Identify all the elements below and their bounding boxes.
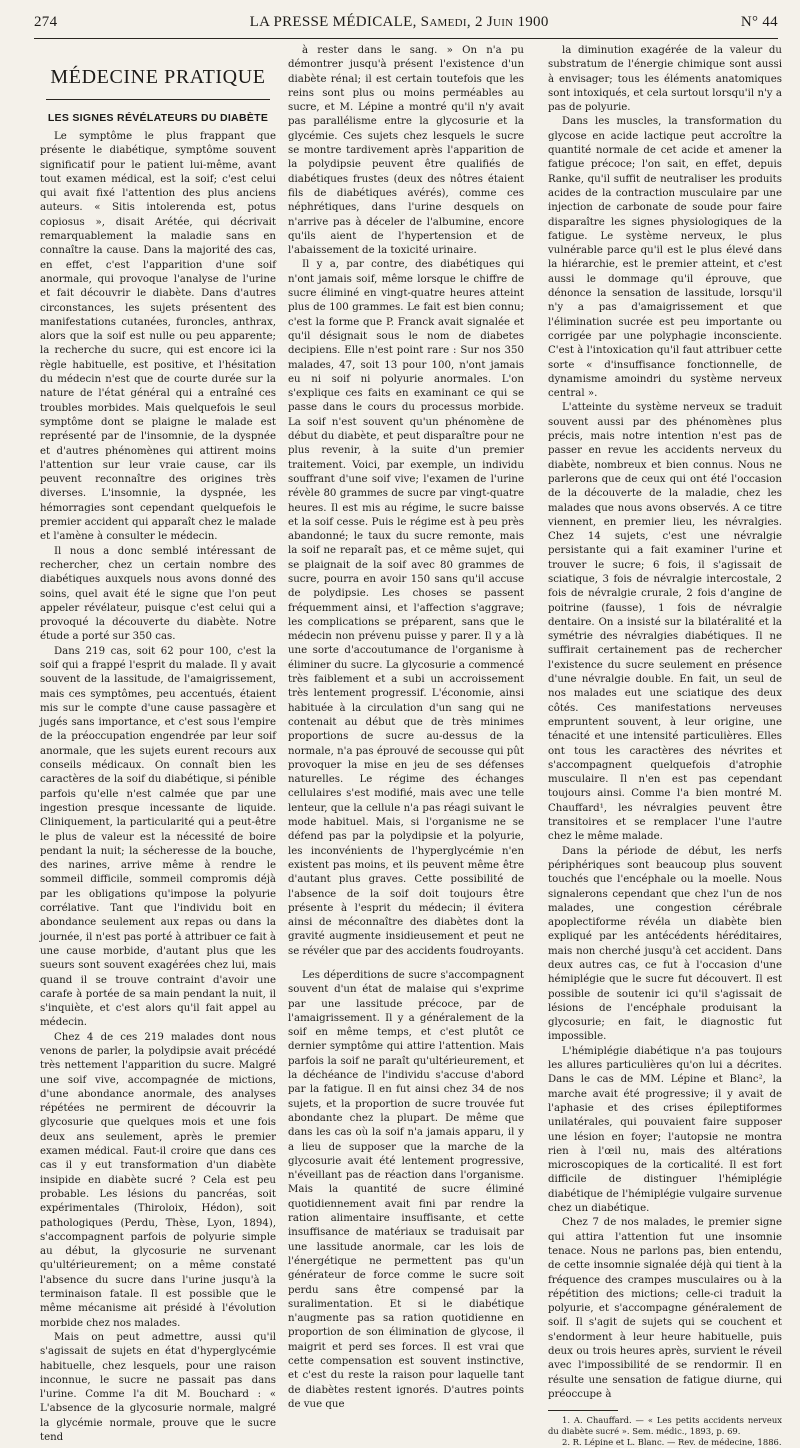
paragraph: Mais on peut admettre, aussi qu'il s'agissait de sujets en état d'hyperglycémie habituelle, chez lesquels, pour une raison inconnue, le sucre ne passait pas dans l'urine. Comme l'a dit M. Bouchard : « L'absence de la glycosurie normale, malgré la glycémie normale, prouve que le sucre tend	[40, 1331, 276, 1444]
paragraph: Les déperditions de sucre s'accompagnent souvent d'un état de malaise qui s'exprime par une lassitude précoce, par de l'amaigrissement. Il y a généralement de la soif en même temps, et c'est plutôt ce dernier symptôme qui attire l'attention. Mais parfois la soif ne paraît qu'ultérieurement, et la déchéance de l'individu s'accuse d'abord par la fatigue. Il en fut ainsi chez 34 de nos sujets, et la proportion de sucre trouvée fut abondante chez la plupart. De même que dans les cas où la soif n'a jamais apparu, il y a lieu de supposer que la marche de la glycosurie avait été lentement progressive, n'éveillant pas de réaction dans l'organisme. Mais la quantité de sucre éliminé quotidiennement avait fini par rendre la ration alimentaire insuffisante, et cette insuffisance de matériaux se traduisait par une lassitude anormale, car les lois de l'énergétique ne permettent pas qu'un générateur de force comme le sucre soit perdu sans être compensé par la suralimentation. Et si le diabétique n'augmente pas sa ration quotidienne en proportion de son élimination de glycose, il maigrit et perd ses forces. Il est vrai que cette compensation est souvent instinctive, et c'est du reste la raison pour laquelle tant de diabètes restent ignorés. D'autres points de vue que	[288, 970, 524, 1410]
paragraph: à rester dans le sang. » On n'a pu démontrer jusqu'à présent l'existence d'un diabète rénal; il est certain toutefois que les reins sont plus ou moins perméables au sucre, et M. Lépine a montré qu'il n'y avait pas parallélisme entre la glycosurie et la glycémie. Ces sujets chez lesquels le sucre se montre tardivement après l'apparition de la polydipsie peuvent être qualifiés de diabétiques frustes (deux des nôtres étaient fils de diabétiques avérés), comme ces néphrétiques, dans l'urine desquels on n'arrive pas à déceler de l'albumine, encore qu'ils aient de l'hypertension et de l'abaissement de la toxicité urinaire.	[288, 45, 524, 257]
section-title: MÉDECINE PRATIQUE	[50, 66, 266, 88]
paragraph: la diminution exagérée de la valeur du substratum de l'énergie chimique sont aussi à envisager; tous les éléments anatomiques sont intoxiqués, et cela surtout lorsqu'il n'y a pas de polyurie.	[548, 45, 782, 114]
issue-number: N° 44	[740, 14, 778, 30]
article-title: LES SIGNES RÉVÉLATEURS DU DIABÈTE	[47, 112, 269, 124]
paragraph: Il nous a donc semblé intéressant de rechercher, chez un certain nombre des diabétiques auxquels nous avons donné des soins, quel avait été le signe que l'on peut appeler révélateur, puisque c'est celui qui a provoqué la découverte du diabète. Notre étude a porté sur 350 cas.	[40, 545, 276, 643]
paragraph: Chez 4 de ces 219 malades dont nous venons de parler, la polydipsie avait précédé très nettement l'apparition du sucre. Malgré une soif vive, accompagnée de mictions, d'une abondance anormale, des analyses répétées ne permirent de découvrir la glycosurie que quelques mois et une fois deux ans seulement, après le premier examen médical. Faut-il croire que dans ces cas il y eut transformation d'un diabète insipide en diabète sucré ? Cela est peu probable. Les lésions du pancréas, soit expérimentales (Thiroloix, Hédon), soit pathologiques (Perdu, Thèse, Lyon, 1894), s'accompagnent parfois de polyurie simple au début, la glycosurie ne survenant qu'ultérieurement; on a même constaté l'absence du sucre dans l'urine jusqu'à la terminaison fatale. Il est possible que le même mécanisme ait présidé à l'évolution morbide chez nos malades.	[40, 1031, 276, 1329]
paragraph-gap	[288, 959, 524, 969]
paragraph: Dans la période de début, les nerfs périphériques sont beaucoup plus souvent touchés que l'encéphale ou la moelle. Nous signalerons cependant que chez l'un de nos malades, une congestion cérébrale apoplectiforme révéla un diabète bien expliqué par les antécédents héréditaires, mais non cherché jusqu'à cet accident. Dans deux autres cas, ce fut à l'occasion d'une hémiplégie que le sucre fut découvert. Il est possible de soutenir ici qu'il s'agissait de lésions de l'encéphale produisant la glycosurie; en fait, le diagnostic fut impossible.	[548, 845, 782, 1043]
paragraph: Le symptôme le plus frappant que présente le diabétique, symptôme souvent significatif pour le patient lui-même, avant tout examen médical, est la soif; c'est celui qui avait fixé l'attention des plus anciens auteurs. « Sitis intolerenda est, potus copiosus », disait Arétée, qui décrivait remarquablement la maladie sans en connaître la cause. Dans la majorité des cas, en effet, c'est l'apparition d'une soif anormale, qui provoque l'analyse de l'urine et fait découvrir le diabète. Dans d'autres circonstances, les sujets présentent des manifestations cutanées, furoncles, anthrax, alors que la soif est nulle ou peu apparente; la recherche du sucre, qui est encore ici la règle habituelle, est positive, et l'hésitation du médecin n'est que de courte durée sur la nature de l'état général qui a entraîné ces troubles morbides. Mais quelquefois le seul symptôme dont se plaigne le malade est représenté par de l'insomnie, de la dyspnée et d'autres phénomènes qui attirent moins l'attention sur leur vraie cause, car ils peuvent reconnaître des origines très diverses. L'insomnie, la dyspnée, les hémorragies sont cependant quelquefois le premier accident qui apparaît chez le malade et l'amène à consulter le médecin.	[40, 131, 276, 543]
header-rule	[34, 38, 778, 39]
page-number: 274	[34, 14, 58, 30]
paragraph: Il y a, par contre, des diabétiques qui n'ont jamais soif, même lorsque le chiffre de sucre éliminé en vingt-quatre heures atteint plus de 100 grammes. Le fait est bien connu; c'est la forme que P. Franck avait signalée et qu'il désignait sous le nom de diabetes decipiens. Elle n'est point rare : Sur nos 350 malades, 47, soit 13 pour 100, n'ont jamais eu ni soif ni polyurie anormales. L'on s'explique ces faits en examinant ce qui se passe dans le cours du processus morbide. La soif n'est souvent qu'un phénomène de début du diabète, et peut disparaître pour ne plus revenir, à la suite d'un premier traitement. Voici, par exemple, un individu souffrant d'une soif vive; l'examen de l'urine révèle 80 grammes de sucre par vingt-quatre heures. Il est mis au régime, le sucre baisse et la soif cesse. Puis le régime est à peu près abandonné; le taux du sucre remonte, mais la soif ne reparaît pas, et ce même sujet, qui se plaignait de la soif avec 80 grammes de sucre, pourra en avoir 150 sans qu'il accuse de polydipsie. Les choses se passent fréquemment ainsi, et l'affection s'aggrave; les complications se préparent, sans que le médecin non prévenu puisse y parer. Il y a là une sorte d'accoutumance de l'organisme à éliminer du sucre. La glycosurie a commencé très faiblement et a subi un accroissement très lentement progressif. L'économie, ainsi habituée à la circulation d'un sang qui ne contenait au début que de très minimes proportions de sucre au-dessus de la normale, n'a pas éprouvé de secousse qui pût provoquer la mise en jeu de ses défenses naturelles. Le régime des échanges cellulaires s'est modifié, mais avec une telle lenteur, que la cellule n'a pas réagi suivant le mode habituel. Mais, si l'organisme ne se défend pas par la polydipsie et la polyurie, les inconvénients de l'hyperglycémie n'en existent pas moins, et ils peuvent même être d'autant plus graves. Cette possibilité de l'absence de la soif doit toujours être présente à l'esprit du médecin; il évitera ainsi de méconnaître des diabètes dont la gravité augmente insidieusement et peut ne se révéler que par des accidents foudroyants.	[288, 259, 524, 957]
column-2	[288, 44, 524, 1410]
page-header	[34, 14, 778, 34]
paragraph: Dans les muscles, la transformation du glycose en acide lactique peut accroître la quantité normale de cet acide et amener la fatigue précoce; l'on sait, en effet, depuis Ranke, qu'il suffit de neutraliser les produits acides de la contraction musculaire par une injection de carbonate de soude pour faire disparaître les signes physiologiques de la fatigue. Le système nerveux, le plus vulnérable parce qu'il est le plus élevé dans la hiérarchie, est le premier atteint, et c'est aussi le dommage qu'il éprouve, que dénonce la sensation de lassitude, lorsqu'il n'y a pas d'amaigrissement et que l'élimination sucrée est peu importante ou corrigée par une polyphagie inconsciente. C'est à l'intoxication qu'il faut attribuer cette sorte « d'insuffisance fonctionnelle, de dynamisme amoindri du système nerveux central ».	[548, 116, 782, 400]
column-1	[40, 44, 276, 1444]
footnote: 1. A. Chauffard. — « Les petits accidents nerveux du diabète sucré ». Sem. médic., 1893, p. 69.	[548, 1415, 782, 1437]
paragraph: L'hémiplégie diabétique n'a pas toujours les allures particulières qu'on lui a décrites. Dans le cas de MM. Lépine et Blanc², la marche avait été progressive; il y avait de l'aphasie et des crises épileptiformes unilatérales, qui pouvaient faire supposer une lésion en foyer; l'autopsie ne montra rien à l'œil nu, mais des altérations microscopiques de la corticalité. Il est fort difficile de distinguer l'hémiplégie diabétique de l'hémiplégie vulgaire survenue chez un diabétique.	[548, 1045, 782, 1215]
footnote-rule	[548, 1410, 618, 1411]
paragraph: L'atteinte du système nerveux se traduit souvent aussi par des phénomènes plus précis, mais notre intention n'est pas de passer en revue les accidents nerveux du diabète, nombreux et bien connus. Nous ne parlerons que de ceux qui ont été l'occasion de la découverte de la maladie, chez les malades que nous avons observés. A ce titre viennent, en premier lieu, les névralgies. Chez 14 sujets, c'est une névralgie persistante qui a fait examiner l'urine et trouver le sucre; 6 fois, il s'agissait de sciatique, 3 fois de névralgie intercostale, 2 fois de névralgie crurale, 2 fois d'angine de poitrine (fausse), 1 fois de névralgie dentaire. On a insisté sur la bilatéralité et la symétrie des névralgies diabétiques. Il ne suffirait certainement pas de rechercher l'existence du sucre seulement en présence d'une névralgie double. En fait, un seul de nos malades eut une sciatique des deux côtés. Ces manifestations nerveuses empruntent souvent, à leur origine, une ténacité et une intensité particulières. Elles ont tous les caractères des névrites et s'accompagnent quelquefois d'atrophie musculaire. Il n'en est pas cependant toujours ainsi. Comme l'a bien montré M. Chauffard¹, les névralgies peuvent être transitoires et se remplacer l'une l'autre chez le même malade.	[548, 402, 782, 843]
column-3	[548, 44, 782, 1448]
footnote: 2. R. Lépine et L. Blanc. — Rev. de médecine, 1886.	[562, 1437, 782, 1448]
section-rule	[46, 99, 270, 100]
journal-title: LA PRESSE MÉDICALE, Samedi, 2 Juin 1900	[249, 14, 549, 30]
paragraph: Chez 7 de nos malades, le premier signe qui attira l'attention fut une insomnie tenace. Nous ne parlons pas, bien entendu, de cette insomnie signalée déjà qui tient à la fréquence des crampes musculaires ou à la répétition des mictions; celle-ci traduit la polyurie, et s'accompagne généralement de soif. Il s'agit de sujets qui se couchent et s'endorment à leur heure habituelle, puis deux ou trois heures après, survient le réveil avec l'impossibilité de se rendormir. Il en résulte une sensation de fatigue diurne, qui préoccupe à	[548, 1217, 782, 1400]
paragraph: Dans 219 cas, soit 62 pour 100, c'est la soif qui a frappé l'esprit du malade. Il y avait souvent de la lassitude, de l'amaigrissement, mais ces symptômes, peu accentués, étaient mis sur le compte d'une cause passagère et jugés sans importance, et c'est sous l'empire de la préoccupation engendrée par leur soif anormale, que les sujets eurent recours aux conseils médicaux. On connaît bien les caractères de la soif du diabétique, si pénible parfois qu'elle n'est calmée que par une ingestion presque incessante de liquide. Cliniquement, la particularité qui a peut-être le plus de valeur est la nécessité de boire pendant la nuit; la sécheresse de la bouche, des narines, arrive même à rendre le sommeil difficile, sommeil compromis déjà par les obligations qu'impose la polyurie corrélative. Tant que l'individu boit en abondance seulement aux repas ou dans la journée, il n'est pas porté à attribuer ce fait à une cause morbide, d'autant plus que les sueurs sont souvent exagérées chez lui, mais quand il se trouve contraint d'avoir une carafe à portée de sa main pendant la nuit, il s'inquiète, et c'est alors qu'il fait appel au médecin.	[40, 645, 276, 1029]
